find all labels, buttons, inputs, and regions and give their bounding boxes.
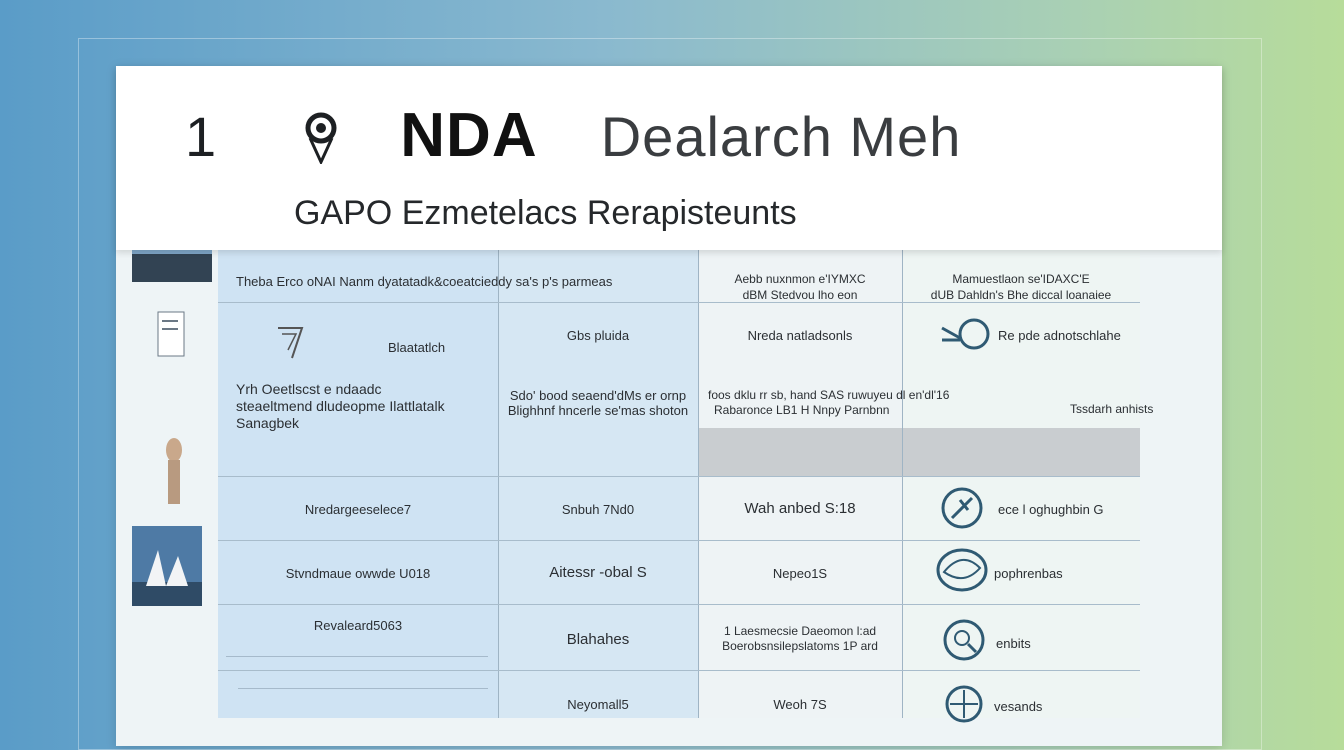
table-cell: Re pde adnotschlahe	[998, 328, 1121, 343]
table-cell: Blighhnf hncerle se'mas shoton	[507, 403, 689, 418]
table-cell: Wah anbed S:18	[744, 500, 856, 517]
table-cell: enbits	[996, 636, 1031, 651]
table-header-cell: Aebb nuxnmon e'IYMXC	[734, 272, 866, 286]
table-header-cell: Theba Erco oNAI Nanm dyatatadk&coeatcieddy sa's p's parmeas	[236, 274, 613, 289]
table-cell: ece l oghughbin G	[998, 502, 1104, 517]
table-cell: Nredargeeselece7	[304, 502, 412, 517]
magnifier-icon	[940, 316, 996, 356]
table-cell: Neyomall5	[567, 697, 629, 712]
title-prefix: 1	[185, 105, 218, 168]
table-cell: Aitessr -obal S	[549, 564, 647, 581]
row-divider	[218, 604, 1140, 605]
gray-band	[698, 428, 1140, 476]
thumb-landscape-icon	[132, 526, 202, 606]
table-cell: Boerobsnsilepslatoms 1P ard	[722, 639, 878, 653]
column-divider	[498, 250, 499, 718]
table-cell: Gbs pluida	[566, 328, 630, 343]
table-cell: Sdo' bood seaend'dMs er ornp	[509, 388, 687, 403]
table-cell: Nreda natladsonls	[747, 328, 853, 343]
table-cell: Stvndmaue owwde U018	[285, 566, 431, 581]
table-cell: Weoh 7S	[773, 697, 827, 712]
column-divider	[902, 250, 903, 718]
globe-icon	[942, 618, 986, 662]
table-cell: steaeltmend dludeopme Ilattlatalk	[236, 398, 445, 414]
table-cell: Nepeo1S	[772, 566, 828, 581]
table-cell: 1 Laesmecsie Daeomon l:ad	[723, 624, 877, 638]
page-subtitle: GAPO Ezmetelacs Rerapisteunts	[294, 194, 797, 232]
table-header-cell: dUB Dahldn's Bhe diccal loanaiee	[930, 288, 1112, 302]
table-cell: Blaatatlch	[388, 340, 446, 355]
thumb-document-icon	[152, 308, 192, 364]
row-divider	[218, 476, 1140, 477]
thumb-figure-icon	[152, 430, 192, 510]
leaf-icon	[934, 546, 990, 594]
table-cell: foos dklu rr sb, hand SAS ruwuyeu dl en'dl'16	[708, 388, 950, 402]
column-a-bg	[218, 250, 498, 718]
arrow-sketch-icon	[274, 320, 308, 362]
table-cell: pophrenbas	[994, 566, 1063, 581]
table-cell: Tssdarh anhists	[1070, 402, 1154, 416]
compass-icon	[944, 684, 984, 724]
table-cell: Blahahes	[566, 631, 630, 648]
row-divider	[218, 540, 1140, 541]
emblem-icon	[296, 108, 346, 164]
table-cell: Rabaronce LB1 H Nnpy Parnbnn	[714, 403, 890, 417]
table-header-cell: dBM Stedvou lho eon	[742, 288, 858, 302]
row-divider	[218, 670, 1140, 671]
table-cell: Revaleard5063	[313, 618, 403, 633]
side-thumbnails	[132, 196, 212, 616]
table-cell: Sanagbek	[236, 415, 300, 431]
table-cell: Yrh Oeetlscst e ndaadc	[236, 381, 382, 397]
faint-rule	[226, 656, 488, 657]
table-header-cell: Mamuestlaon se'IDAXC'E	[952, 272, 1090, 286]
title-light: Dealarch Meh	[600, 105, 962, 168]
comparison-table	[218, 250, 1154, 718]
table-cell: Snbuh 7Nd0	[561, 502, 635, 517]
faint-rule	[238, 688, 488, 689]
title-bold: NDA	[400, 101, 538, 170]
table-cell: vesands	[994, 699, 1043, 714]
no-sign-icon	[940, 486, 984, 530]
